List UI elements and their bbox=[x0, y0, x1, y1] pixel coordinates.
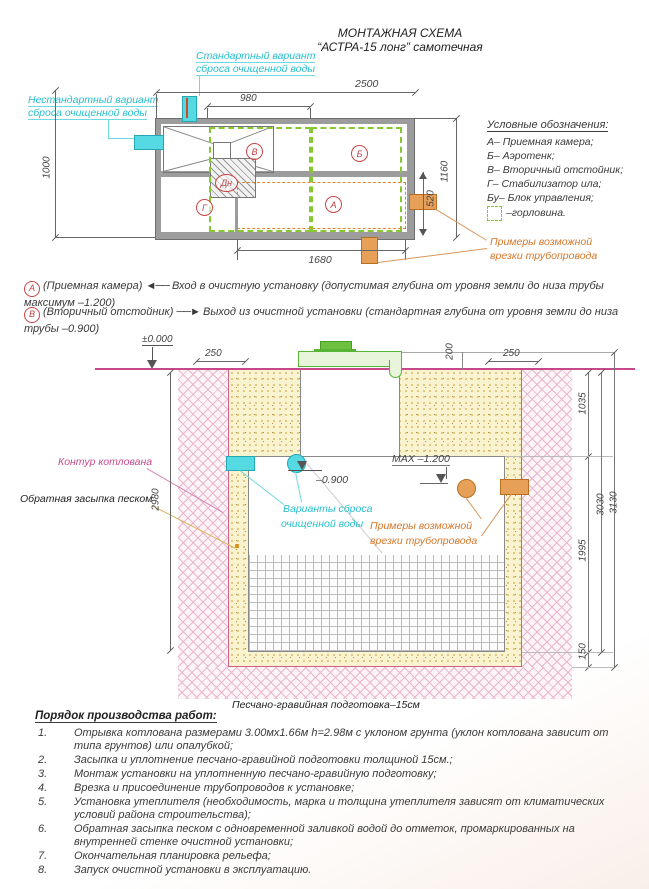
chamber-label-receiving: А bbox=[325, 196, 342, 213]
level-flag-icon bbox=[147, 360, 157, 369]
plan-dim-520: 520 bbox=[425, 190, 437, 207]
dim-tick bbox=[535, 358, 542, 365]
section-dim-2980: 2980 bbox=[150, 488, 162, 511]
dim-line bbox=[196, 361, 245, 362]
dim-tick bbox=[242, 358, 249, 365]
section-base-prep-label: Песчано-гравийная подготовка–15см bbox=[232, 699, 420, 711]
item-number: 1. bbox=[38, 727, 48, 739]
worklist-item bbox=[38, 796, 633, 822]
dim-tick bbox=[167, 647, 174, 654]
section-dim-150: 150 bbox=[577, 643, 589, 660]
item-text: Установка утеплителя (необходимость, марка и толщина утеплителя зависят от климатических условий района строительства); bbox=[74, 796, 605, 821]
legend-title: Условные обозначения: bbox=[487, 119, 609, 131]
discharge-pipe-left bbox=[226, 456, 255, 471]
plan-standard-outlet-label-2: сброса очищенной воды bbox=[196, 63, 316, 75]
plan-tap-label-2: врезки трубопровода bbox=[490, 250, 598, 262]
note-letter: А bbox=[24, 281, 40, 297]
section-level-max-1200: MAX –1.200 bbox=[392, 453, 450, 465]
note-text: Выход из очистной установки (стандартная глубина от уровня земли до низа трубы –0.900) bbox=[24, 306, 619, 335]
section-dim-1035: 1035 bbox=[577, 392, 589, 415]
dim-line bbox=[170, 372, 171, 650]
legend-label: Стабилизатор ила; bbox=[501, 178, 602, 190]
dim-line bbox=[423, 172, 424, 235]
note-text: Вход в очистную установку (допустимая глубина от уровня земли до низа трубы максимум –1.200) bbox=[24, 280, 604, 309]
ext-line bbox=[55, 237, 155, 238]
section-dim-250-right: 250 bbox=[503, 348, 520, 359]
dim-line bbox=[55, 90, 56, 237]
legend-label: Аэротенк; bbox=[502, 150, 555, 162]
leader-line bbox=[108, 138, 134, 139]
drawing-title-line1: МОНТАЖНАЯ СХЕМА bbox=[337, 26, 463, 40]
marker-line bbox=[152, 347, 153, 361]
dim-line bbox=[156, 92, 415, 93]
inlet-pipe-end bbox=[457, 479, 476, 498]
left-arrow-icon: ◄── bbox=[145, 280, 169, 292]
leader-line bbox=[108, 120, 109, 138]
dim-line bbox=[456, 118, 457, 237]
plan-tap-label-1: Примеры возможной bbox=[490, 236, 593, 248]
worklist-item bbox=[38, 864, 633, 877]
ext-line bbox=[405, 240, 406, 260]
drawing-title-line2: “АСТРА-15 лонг” самотечная bbox=[317, 40, 483, 54]
item-number: 2. bbox=[38, 754, 48, 766]
ext-line bbox=[572, 667, 613, 668]
legend-key: Б– bbox=[487, 150, 500, 162]
ext-line bbox=[505, 456, 613, 457]
dim-line bbox=[488, 361, 538, 362]
lid-hook bbox=[389, 360, 402, 378]
item-text: Врезка и присоединение трубопроводов к установке; bbox=[74, 782, 355, 794]
item-number: 5. bbox=[38, 796, 48, 808]
leader-line bbox=[432, 207, 486, 241]
dim-tick bbox=[453, 234, 460, 241]
note-letter: В bbox=[24, 307, 40, 323]
section-discharge-label-1: Варианты сброса bbox=[283, 503, 373, 515]
level-flag-icon bbox=[297, 461, 307, 470]
item-text: Засыпка и уплотнение песчано-гравийной подготовки толщиной 15см.; bbox=[74, 754, 453, 766]
marker-line bbox=[446, 467, 447, 479]
soil-right bbox=[522, 370, 572, 667]
legend-key: В– bbox=[487, 164, 500, 176]
legend-key: Г– bbox=[487, 178, 499, 190]
item-text: Запуск очистной установки в эксплуатацию. bbox=[74, 864, 312, 876]
leader-line bbox=[199, 76, 200, 96]
dim-tick bbox=[611, 664, 618, 671]
legend-item bbox=[487, 136, 594, 148]
item-number: 8. bbox=[38, 864, 48, 876]
section-dim-1995: 1995 bbox=[577, 539, 589, 562]
lid-slab bbox=[298, 351, 402, 367]
worklist-item bbox=[38, 768, 633, 781]
plan-nonstandard-outlet-label-1: Нестандартный вариант bbox=[28, 94, 159, 106]
section-dim-200: 200 bbox=[444, 343, 456, 360]
plan-dim-2500: 2500 bbox=[355, 78, 379, 90]
note-subject: (Приемная камера) bbox=[43, 280, 143, 292]
plan-nonstandard-outlet-label-2: сброса очищенной воды bbox=[28, 107, 148, 119]
item-text: Обратная засыпка песком с одновременной заливкой водой до отметок, промаркированных на внутренней стенке очистной установки; bbox=[74, 823, 575, 848]
section-level-zero: ±0.000 bbox=[142, 334, 173, 345]
leader-dot bbox=[235, 544, 239, 548]
outlet-pipe-top bbox=[182, 96, 197, 122]
receiving-chamber-highlight bbox=[237, 182, 406, 229]
legend-gorlovina-label: –горловина. bbox=[506, 207, 566, 219]
ext-line bbox=[413, 118, 456, 119]
ground-line bbox=[95, 368, 635, 370]
item-number: 7. bbox=[38, 850, 48, 862]
section-discharge-label-2: очищенной воды bbox=[281, 518, 364, 530]
worklist-item bbox=[38, 823, 633, 849]
plan-standard-outlet-label-1: Стандартный вариант bbox=[196, 50, 316, 62]
worklist-item bbox=[38, 782, 633, 795]
legend-label: Блок управления; bbox=[507, 192, 594, 204]
worklist-item bbox=[38, 754, 633, 767]
legend-key: Бу– bbox=[487, 192, 505, 204]
legend-item bbox=[487, 164, 623, 176]
plan-dim-1000: 1000 bbox=[41, 156, 53, 179]
item-text: Окончательная планировка рельефа; bbox=[74, 850, 271, 862]
dim-arrow bbox=[419, 172, 427, 179]
note-subject: (Вторичный отстойник) bbox=[43, 306, 174, 318]
chamber-label-aerotank: Б bbox=[351, 145, 368, 162]
section-tap-label-2: врезки трубопровода bbox=[370, 535, 478, 547]
ext-line bbox=[237, 240, 238, 260]
plan-dim-1160: 1160 bbox=[439, 160, 451, 183]
item-number: 4. bbox=[38, 782, 48, 794]
right-arrow-icon: ──► bbox=[176, 306, 200, 318]
plan-dim-980: 980 bbox=[240, 93, 257, 104]
soil-left bbox=[178, 370, 228, 667]
chamber-label-drain: Дн bbox=[215, 174, 238, 192]
dim-tick bbox=[412, 89, 419, 96]
legend-label: Приемная камера; bbox=[502, 136, 594, 148]
legend-item bbox=[487, 150, 555, 162]
dim-arrow bbox=[419, 229, 427, 236]
tank-base-grid bbox=[249, 555, 504, 651]
soil-bottom bbox=[178, 667, 572, 699]
worklist-item bbox=[38, 850, 633, 863]
note-settler bbox=[24, 306, 642, 336]
item-number: 3. bbox=[38, 768, 48, 780]
section-tap-label-1: Примеры возможной bbox=[370, 520, 473, 532]
chamber-label-stabilizer: Г bbox=[196, 199, 213, 216]
item-number: 6. bbox=[38, 823, 48, 835]
level-flag-icon bbox=[436, 474, 446, 483]
outlet-pipe-left bbox=[134, 135, 164, 150]
plan-dim-1680: 1680 bbox=[308, 254, 332, 266]
section-level-minus-0900: –0.900 bbox=[316, 474, 349, 486]
section-dim-3130: 3130 bbox=[608, 491, 620, 514]
item-text: Отрывка котлована размерами 3.00мх1.66м h=2.98м с уклоном грунта (уклон котлована зависит от типа грунтов) или опалубкой; bbox=[74, 727, 609, 752]
section-pit-contour-label: Контур котлована bbox=[58, 456, 153, 468]
section-backfill-label: Обратная засыпка песком bbox=[20, 493, 153, 505]
worklist-title: Порядок производства работ: bbox=[35, 710, 217, 722]
inlet-pipe-right-section bbox=[500, 479, 529, 495]
level-line bbox=[288, 470, 322, 471]
chamber-label-settler: В bbox=[246, 143, 263, 160]
legend-key: А– bbox=[487, 136, 500, 148]
legend-item bbox=[487, 192, 594, 204]
worklist-item bbox=[38, 727, 633, 753]
ext-line bbox=[156, 94, 157, 118]
section-dim-250-left: 250 bbox=[205, 348, 222, 359]
dim-line bbox=[237, 250, 405, 251]
legend-label: Вторичный отстойник; bbox=[502, 164, 624, 176]
legend-item bbox=[487, 178, 601, 190]
dim-line bbox=[207, 106, 310, 107]
tank-neck-section bbox=[300, 368, 400, 456]
gorlovina-symbol bbox=[487, 206, 502, 221]
item-text: Монтаж установки на уплотненную песчано-гравийную подготовку; bbox=[74, 768, 437, 780]
level-line bbox=[420, 483, 448, 484]
section-dim-3030: 3030 bbox=[595, 493, 607, 516]
dim-line bbox=[462, 352, 463, 369]
worklist bbox=[38, 727, 633, 878]
pipe-marker bbox=[186, 98, 188, 118]
